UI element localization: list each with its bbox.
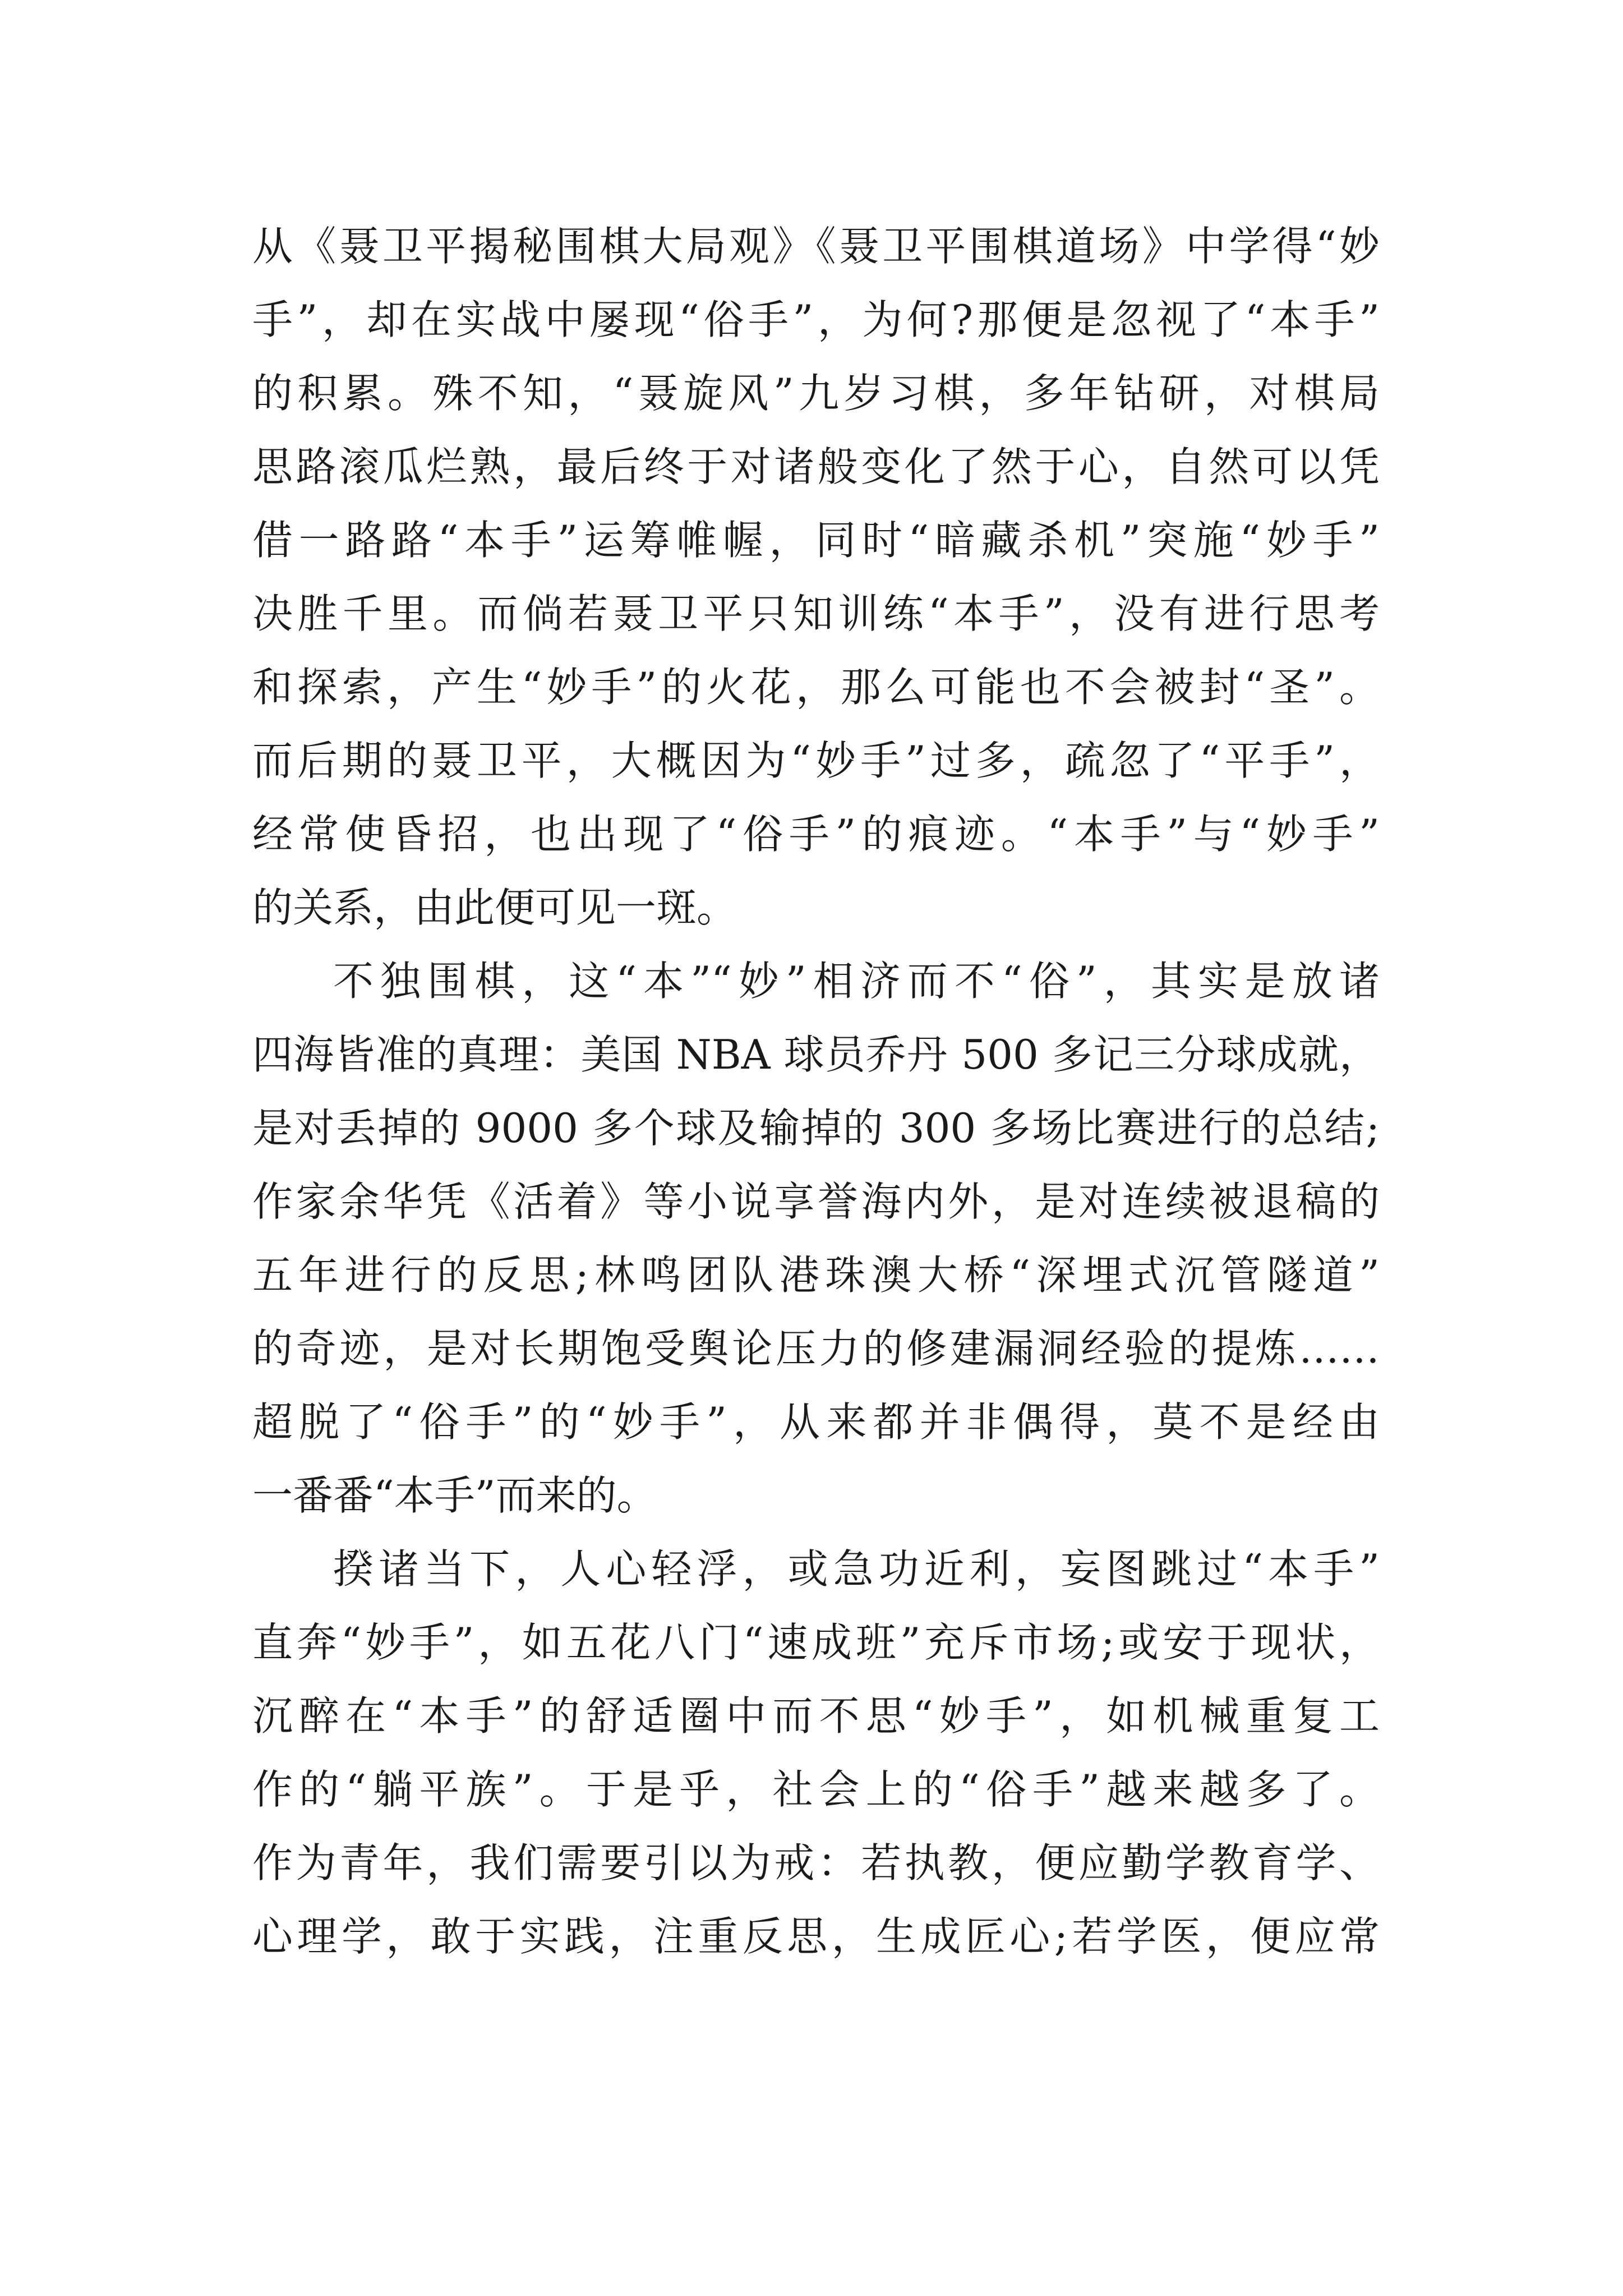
text-line: 作为青年，我们需要引以为戒：若执教，便应勤学教育学、 [252, 1839, 1380, 1887]
text-line: 手”，却在实战中屡现“俗手”，为何?那便是忽视了“本手” [252, 296, 1380, 343]
paragraph-3 [252, 1533, 1380, 1973]
text-line: 的关系，由此便可见一斑。 [252, 884, 737, 931]
text-line: 沉醉在“本手”的舒适圈中而不思“妙手”，如机械重复工 [252, 1692, 1380, 1740]
text-line: 是对丢掉的 9000 多个球及输掉的 300 多场比赛进行的总结; [252, 1105, 1380, 1152]
text-line: 和探索，产生“妙手”的火花，那么可能也不会被封“圣”。 [252, 664, 1380, 711]
text-line: 而后期的聂卫平，大概因为“妙手”过多，疏忽了“平手”， [252, 737, 1380, 784]
paragraph-1 [252, 210, 1380, 945]
text-line: 五年进行的反思;林鸣团队港珠澳大桥“深埋式沉管隧道” [252, 1251, 1380, 1299]
text-line: 四海皆准的真理：美国 NBA 球员乔丹 500 多记三分球成就， [252, 1031, 1380, 1078]
text-line: 不独围棋，这“本”“妙”相济而不“俗”，其实是放诸 [333, 958, 1380, 1005]
text-line: 作的“躺平族”。于是乎，社会上的“俗手”越来越多了。 [252, 1766, 1380, 1813]
text-line: 揆诸当下，人心轻浮，或急功近利，妄图跳过“本手” [333, 1545, 1380, 1593]
text-line: 的积累。殊不知，“聂旋风”九岁习棋，多年钻研，对棋局 [252, 370, 1380, 417]
text-line: 思路滚瓜烂熟，最后终于对诸般变化了然于心，自然可以凭 [252, 443, 1380, 490]
text-line: 的奇迹，是对长期饱受舆论压力的修建漏洞经验的提炼…… [252, 1325, 1380, 1372]
text-line: 从《聂卫平揭秘围棋大局观》《聂卫平围棋道场》中学得“妙 [252, 223, 1380, 270]
text-line: 心理学，敢于实践，注重反思，生成匠心;若学医，便应常 [252, 1913, 1380, 1960]
body-text [252, 210, 1380, 1973]
text-line: 决胜千里。而倘若聂卫平只知训练“本手”，没有进行思考 [252, 590, 1380, 637]
paragraph-2 [252, 945, 1380, 1533]
text-line: 超脱了“俗手”的“妙手”，从来都并非偶得，莫不是经由 [252, 1398, 1380, 1446]
text-line: 一番番“本手”而来的。 [252, 1472, 657, 1519]
text-line: 经常使昏招，也出现了“俗手”的痕迹。“本手”与“妙手” [252, 811, 1380, 858]
text-line: 直奔“妙手”，如五花八门“速成班”充斥市场;或安于现状， [252, 1619, 1380, 1666]
text-line: 借一路路“本手”运筹帷幄，同时“暗藏杀机”突施“妙手” [252, 517, 1380, 564]
text-line: 作家余华凭《活着》等小说享誉海内外，是对连续被退稿的 [252, 1178, 1380, 1225]
